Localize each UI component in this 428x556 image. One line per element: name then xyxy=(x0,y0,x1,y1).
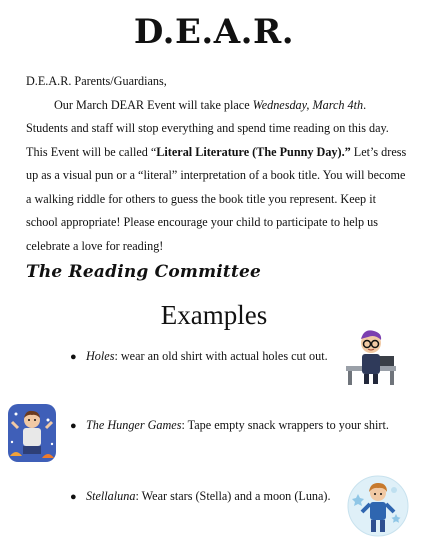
event-name: Literal Literature (The Punny Day).” xyxy=(156,144,351,159)
bullet-icon: ● xyxy=(70,491,77,503)
letter-body xyxy=(26,70,410,258)
signature: The Reading Committee xyxy=(26,262,262,282)
para-2: Let’s dress up as a visual pun or a “literal” interpretation of a book title. You will become a walking riddle for others to guess the book title you represent. Keep it school appropriate! Please encourage your child to participate to help us celebrate a love for reading! xyxy=(26,144,407,253)
example-text: : wear an old shirt with actual holes cut out. xyxy=(114,349,328,363)
paragraph-text xyxy=(26,98,406,253)
event-date: Wednesday, March 4th xyxy=(252,97,364,112)
example-book-title: Holes xyxy=(86,349,115,363)
example-text: : Tape empty snack wrappers to your shirt. xyxy=(181,418,389,432)
para-1-prefix: Our March DEAR Event will take place xyxy=(54,97,253,112)
document-title: D.E.A.R. xyxy=(133,12,295,52)
boy-with-glasses-illustration xyxy=(340,326,402,388)
examples-heading: Examples xyxy=(160,300,268,330)
example-item xyxy=(70,488,331,505)
example-text: : Wear stars (Stella) and a moon (Luna). xyxy=(135,489,331,503)
example-item xyxy=(70,417,389,434)
example-item xyxy=(70,348,328,365)
bullet-icon: ● xyxy=(70,420,77,432)
girl-with-stars-illustration xyxy=(346,474,410,538)
greeting: D.E.A.R. Parents/Guardians, xyxy=(26,74,167,88)
example-book-title: Stellaluna xyxy=(86,489,136,503)
para-1-rest: Students and staff will stop everything and spend time reading on this day. This Event will be called “ xyxy=(26,121,389,159)
bullet-icon: ● xyxy=(70,351,77,363)
para-1-after-date: . xyxy=(363,97,367,112)
girl-with-sparkles-illustration xyxy=(2,402,62,466)
example-book-title: The Hunger Games xyxy=(86,418,182,432)
